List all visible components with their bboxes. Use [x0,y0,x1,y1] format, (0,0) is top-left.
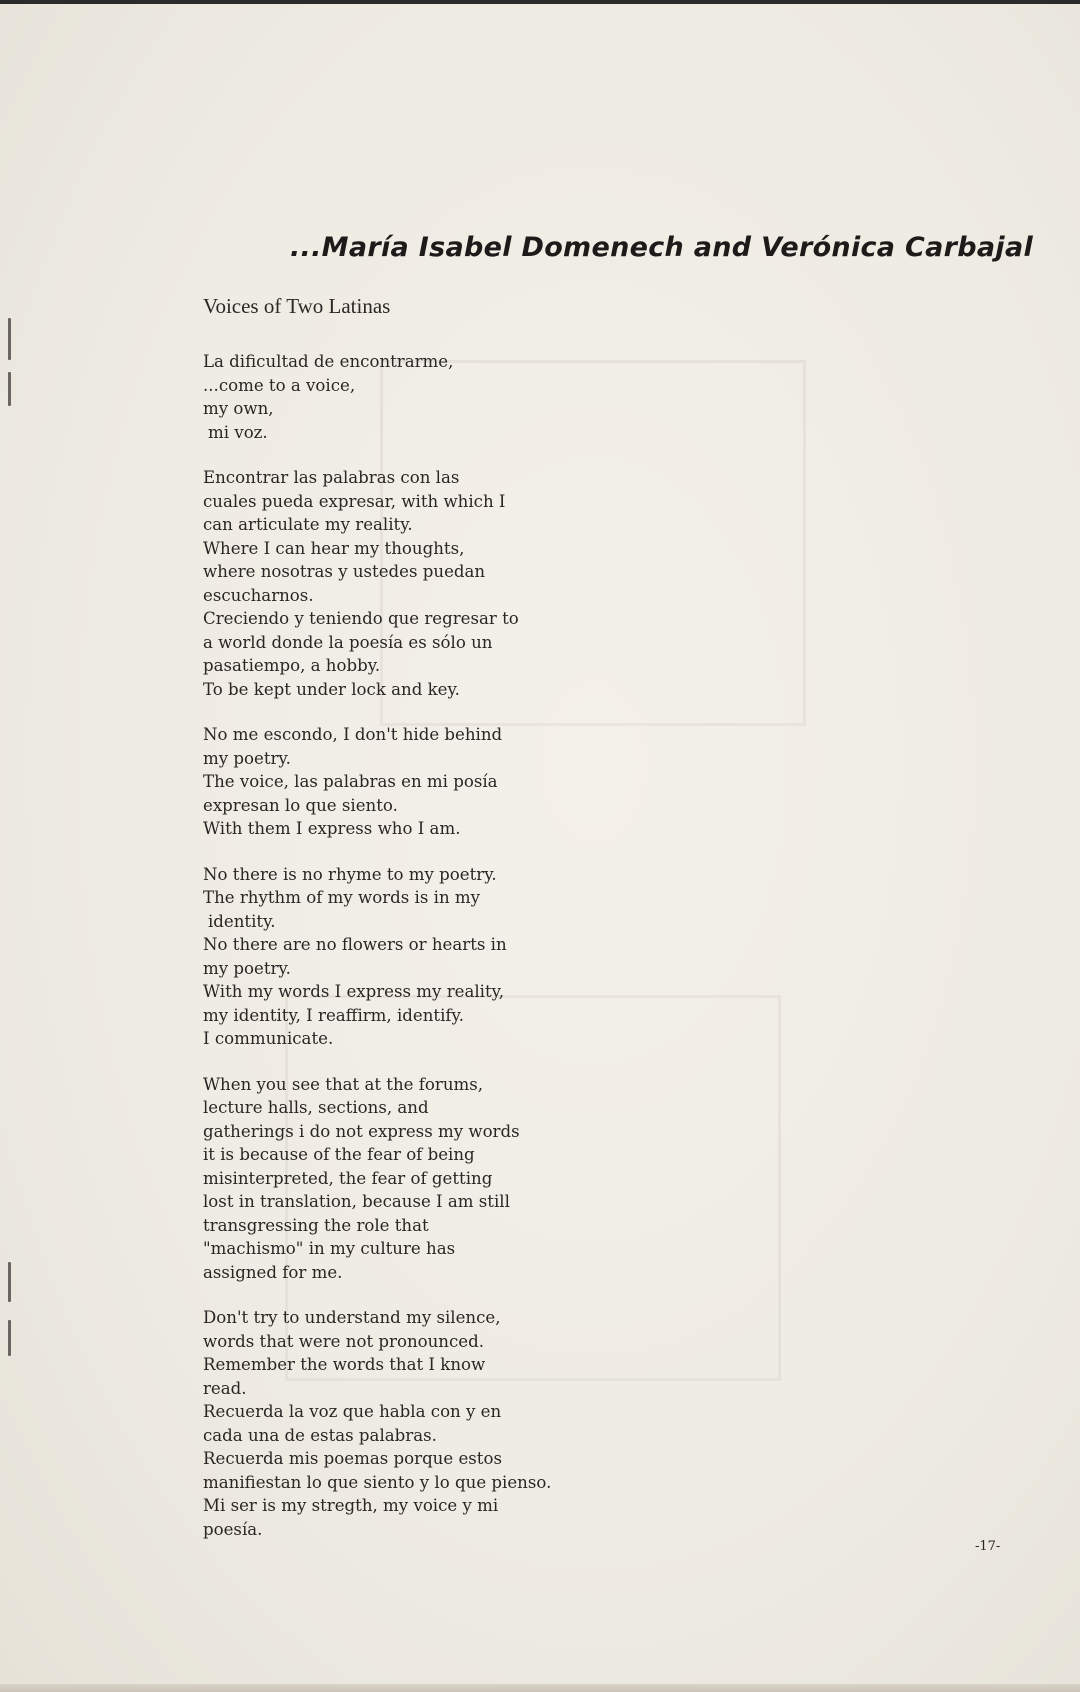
poem-line: Encontrar las palabras con las [203,468,460,487]
poem-line: To be kept under lock and key. [203,679,460,699]
poem-line: Creciendo y teniendo que regresar to [203,609,519,628]
poem-line: With my words I express my reality, [203,982,505,1001]
poem-line: my identity, I reaffirm, identify. [203,1005,464,1025]
poem-line: Where I can hear my thoughts, [203,538,465,558]
binding-mark [8,1320,11,1356]
poem-line: escucharnos. [203,585,314,605]
binding-mark [8,1262,11,1302]
poem-line: ...come to a voice, [203,375,356,395]
poem-line: where nosotras y ustedes puedan [203,562,486,581]
poem-line: my poetry. [203,958,291,978]
poem-body [203,350,623,1563]
poem-line: I communicate. [203,1029,334,1048]
poem-line: When you see that at the forums, [203,1074,484,1094]
poem-line: my own, [203,399,274,418]
poem-line: can articulate my reality. [203,515,413,534]
poem-line: No there are no flowers or hearts in [203,935,507,954]
binding-mark [8,318,11,360]
poem-line: Remember the words that I know [203,1355,486,1374]
poem-line: cuales pueda expresar, with which I [203,491,506,511]
stanza [203,723,623,841]
poem-line: "machismo" in my culture has [203,1239,456,1258]
poem-line: manifiestan lo que siento y lo que pienso. [203,1472,552,1492]
stanza [203,863,623,1051]
poem-line: The rhythm of my words is in my [203,888,481,907]
poem-line: assigned for me. [203,1262,343,1282]
page-number: -17- [975,1539,1001,1554]
poem-line: read. [203,1378,247,1398]
stanza [203,1073,623,1285]
binding-mark [8,372,11,406]
poem-line: mi voz. [208,422,268,442]
page-bottom-edge [0,1684,1080,1692]
poem-line: Don't try to understand my silence, [203,1308,501,1327]
page-top-edge [0,0,1080,4]
stanza [203,350,623,444]
poem-line: it is because of the fear of being [203,1145,475,1164]
poem-line: pasatiempo, a hobby. [203,656,381,675]
stanza [203,1306,623,1541]
poem-line: Mi ser is my stregth, my voice y mi [203,1496,499,1515]
poem-line: Recuerda la voz que habla con y en [203,1402,502,1421]
poem-line: With them I express who I am. [203,819,461,838]
stanza [203,466,623,701]
poem-line: No there is no rhyme to my poetry. [203,864,497,884]
poem-line: my poetry. [203,748,291,768]
poem-line: The voice, las palabras en mi posía [203,772,498,791]
poem-title: Voices of Two Latinas [203,294,391,318]
poem-line: lecture halls, sections, and [203,1098,429,1117]
poem-line: misinterpreted, the fear of getting [203,1168,493,1188]
poem-line: La dificultad de encontrarme, [203,352,454,371]
poem-line: poesía. [203,1519,263,1539]
poem-line: words that were not pronounced. [203,1331,485,1351]
author-heading: ...María Isabel Domenech and Verónica Carbajal [290,232,1034,263]
poem-line: Recuerda mis poemas porque estos [203,1449,502,1468]
poem-line: a world donde la poesía es sólo un [203,632,493,652]
poem-line: transgressing the role that [203,1215,429,1235]
poem-line: expresan lo que siento. [203,795,398,815]
poem-line: gatherings i do not express my words [203,1121,520,1141]
poem-line: identity. [208,911,276,931]
poem-line: cada una de estas palabras. [203,1425,437,1445]
poem-line: No me escondo, I don't hide behind [203,725,503,744]
poem-line: lost in translation, because I am still [203,1192,510,1211]
